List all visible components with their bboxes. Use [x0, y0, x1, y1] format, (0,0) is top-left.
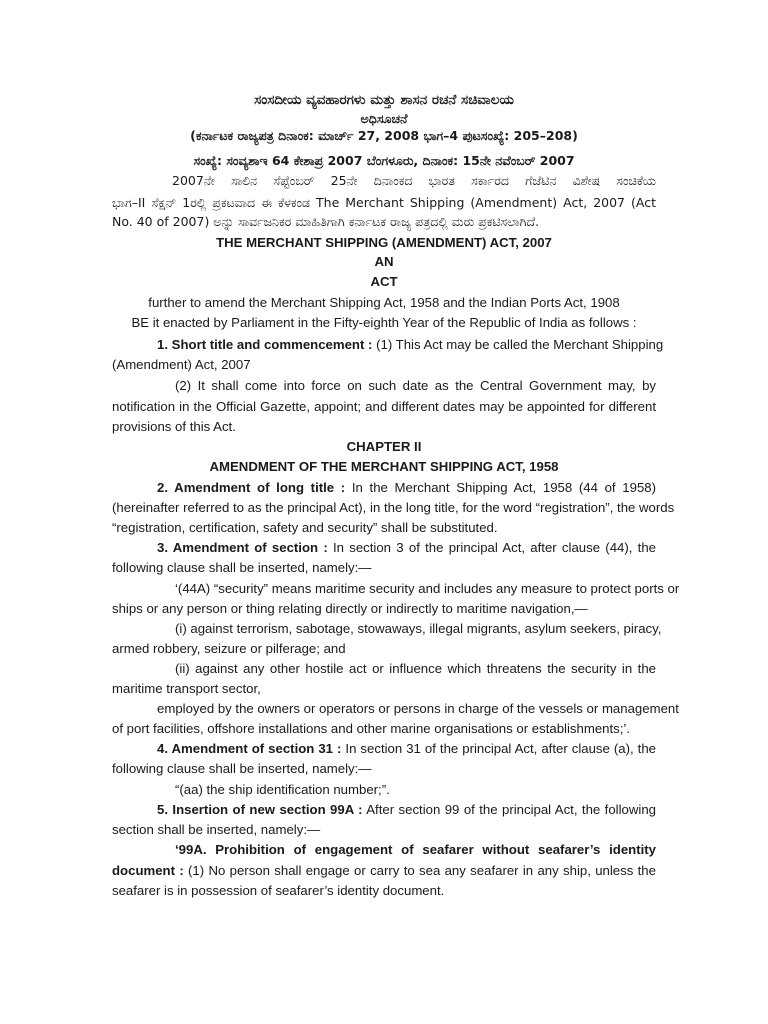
chapter-title: AMENDMENT OF THE MERCHANT SHIPPING ACT, 1958 — [209, 459, 559, 474]
section-99a-line: seafarer is in possession of seafarer’s identity document. — [112, 883, 445, 898]
act-an: AN — [374, 254, 394, 269]
clause-44a-line: ships or any person or thing relating directly or indirectly to maritime navigation,— — [112, 601, 588, 616]
section-1-line: (Amendment) Act, 2007 — [112, 357, 251, 372]
employed-clause-line: employed by the owners or operators or persons in charge of the vessels or management — [157, 701, 679, 716]
section-99a-heading: ‘99A. Prohibition of engagement of seafarer without seafarer’s identity — [175, 842, 656, 857]
section-1-line — [157, 336, 664, 354]
clause-ii-line: maritime transport sector, — [112, 681, 261, 696]
section-4-text: In section 31 of the principal Act, after clause (a), the — [341, 741, 656, 756]
section-4-line: following clause shall be inserted, namely:— — [112, 761, 372, 776]
section-5-line: section shall be inserted, namely:— — [112, 822, 321, 837]
section-1-heading: 1. Short title and commencement : — [157, 337, 373, 352]
section-4-line — [157, 740, 656, 758]
section-2-line — [157, 479, 656, 497]
section-1-subsection-2: (2) It shall come into force on such date as the Central Government may, by — [175, 378, 656, 393]
section-5-heading: 5. Insertion of new section 99A : — [157, 802, 363, 817]
act-word: ACT — [370, 274, 398, 289]
section-5-line — [157, 801, 656, 819]
section-99a-text: (1) No person shall engage or carry to sea any seafarer in any ship, unless the — [183, 863, 656, 878]
section-3-text: In section 3 of the principal Act, after clause (44), the — [327, 540, 657, 555]
notification-heading: ಅಧಿಸೂಚನೆ — [360, 111, 408, 126]
intro-paragraph-line: 2007ನೇ ಸಾಲಿನ ಸೆಪ್ಟೆಂಬರ್ 25ನೇ ದಿನಾಂಕದ ಭಾರತ ಸರ್ಕಾರದ ಗೆಜೆಟಿನ ವಿಶೇಷ ಸಂಚಿಕೆಯ — [172, 173, 656, 188]
act-title: THE MERCHANT SHIPPING (AMENDMENT) ACT, 2007 — [216, 235, 552, 250]
section-3-line: following clause shall be inserted, namely:— — [112, 560, 372, 575]
act-purpose: further to amend the Merchant Shipping Act, 1958 and the Indian Ports Act, 1908 — [148, 295, 620, 310]
chapter-number: CHAPTER II — [346, 439, 422, 454]
section-2-line: “registration, certification, safety and security” shall be substituted. — [112, 520, 498, 535]
secretariat-heading: ಸಂಸದೀಯ ವ್ಯವಹಾರಗಳು ಮತ್ತು ಶಾಸನ ರಚನೆ ಸಚಿವಾಲಯ — [254, 92, 514, 108]
section-99a-line — [112, 862, 656, 880]
section-2-line: (hereinafter referred to as the principal Act), in the long title, for the word “registration”, the words — [112, 500, 675, 515]
clause-i-line: (i) against terrorism, sabotage, stowaways, illegal migrants, asylum seekers, piracy, — [175, 621, 662, 636]
employed-clause-line: of port facilities, offshore installations and other marine organisations or establishments;’. — [112, 721, 631, 736]
section-2-text: In the Merchant Shipping Act, 1958 (44 of 1958) — [345, 480, 657, 495]
notification-number-date: ಸಂಖ್ಯೆ: ಸಂವ್ಯಶಾಇ 64 ಕೇಶಾಪ್ರ 2007 ಬೆಂಗಳೂರು, ದಿನಾಂಕ: 15ನೇ ನವೆಂಬರ್ 2007 — [193, 153, 575, 168]
clause-i-line: armed robbery, seizure or pilferage; and — [112, 641, 346, 656]
section-1-subsection-2: provisions of this Act. — [112, 419, 236, 434]
clause-aa: “(aa) the ship identification number;”. — [175, 782, 390, 797]
clause-ii-line: (ii) against any other hostile act or influence which threatens the security in the — [175, 661, 656, 676]
intro-paragraph-line: No. 40 of 2007) ಅನ್ನು ಸಾರ್ವಜನಿಕರ ಮಾಹಿತಿಗಾಗಿ ಕರ್ನಾಟಕ ರಾಜ್ಯ ಪತ್ರದಲ್ಲಿ ಮರು ಪ್ರಕಟಿಸಲಾಗಿದೆ. — [112, 214, 540, 229]
section-99a-heading-end: document : — [112, 863, 184, 878]
enacting-clause: BE it enacted by Parliament in the Fifty-eighth Year of the Republic of India as follows : — [131, 315, 637, 330]
section-4-heading: 4. Amendment of section 31 : — [157, 741, 342, 756]
intro-paragraph-line: ಭಾಗ–II ಸೆಕ್ಷನ್ 1ರಲ್ಲಿ ಪ್ರಕಟವಾದ ಈ ಕೆಳಕಂಡ The Merchant Shipping (Amendment) Act, 2007 (Act — [112, 195, 656, 210]
gazette-reference: (ಕರ್ನಾಟಕ ರಾಜ್ಯಪತ್ರ ದಿನಾಂಕ: ಮಾರ್ಚ್ 27, 2008 ಭಾಗ–4 ಪುಟಸಂಖ್ಯೆ: 205–208) — [190, 128, 578, 143]
section-3-line — [157, 539, 656, 557]
section-5-text: After section 99 of the principal Act, the following — [362, 802, 656, 817]
section-3-heading: 3. Amendment of section : — [157, 540, 328, 555]
section-2-heading: 2. Amendment of long title : — [157, 480, 346, 495]
section-1-text: (1) This Act may be called the Merchant Shipping — [372, 337, 664, 352]
section-1-subsection-2: notification in the Official Gazette, appoint; and different dates may be appointed for different — [112, 399, 656, 414]
clause-44a-line: ‘(44A) “security” means maritime security and includes any measure to protect ports or — [175, 581, 680, 596]
